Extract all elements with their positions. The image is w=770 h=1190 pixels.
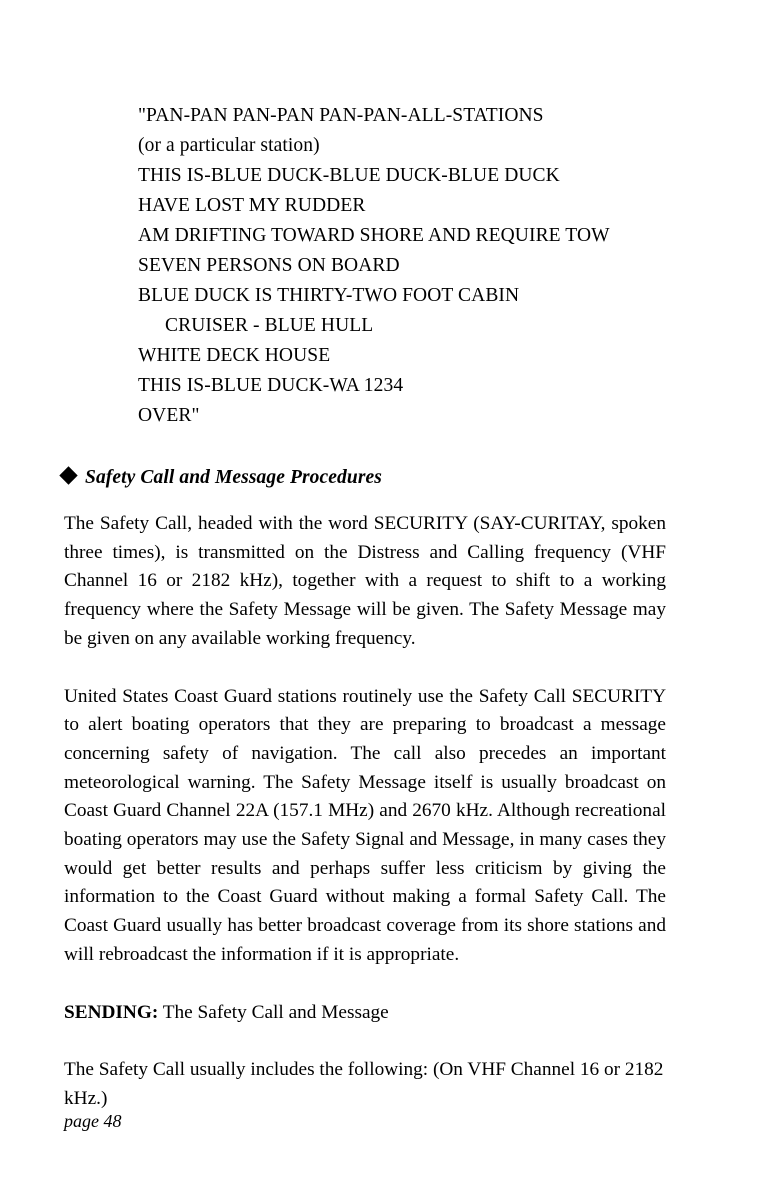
quoted-radio-call-block	[138, 101, 698, 431]
quote-line: AM DRIFTING TOWARD SHORE AND REQUIRE TOW	[138, 225, 610, 246]
quote-line: (or a particular station)	[138, 135, 320, 156]
paragraph-safety-call-definition: The Safety Call, headed with the word SECURITY (SAY-CURITAY, spoken three times), is transmitted on the Distress and Calling frequency (VHF Channel 16 or 2182 kHz), together with a request to shift to a working frequency where the Safety Message will be given. The Safety Message may be given on any available working frequency.	[64, 513, 666, 649]
page-number-footer: page 48	[64, 1111, 122, 1131]
body-text-column	[64, 510, 666, 1114]
quote-line: OVER"	[138, 405, 200, 426]
paragraph-safety-call-includes: The Safety Call usually includes the following: (On VHF Channel 16 or 2182 kHz.)	[64, 1059, 664, 1109]
section-heading-label: Safety Call and Message Procedures	[85, 467, 382, 488]
quote-line: SEVEN PERSONS ON BOARD	[138, 255, 400, 276]
quote-line: HAVE LOST MY RUDDER	[138, 195, 366, 216]
sending-text: The Safety Call and Message	[158, 1001, 389, 1023]
quote-line: THIS IS-BLUE DUCK-WA 1234	[138, 375, 404, 396]
quote-line: CRUISER - BLUE HULL	[165, 315, 374, 336]
quote-line: WHITE DECK HOUSE	[138, 345, 331, 366]
quote-line: BLUE DUCK IS THIRTY-TWO FOOT CABIN	[138, 285, 520, 306]
diamond-icon	[59, 466, 77, 484]
section-heading	[62, 466, 382, 490]
paragraph-sending-subheading	[64, 999, 666, 1028]
quote-line: "PAN-PAN PAN-PAN PAN-PAN-ALL-STATIONS	[138, 105, 544, 126]
quote-line: THIS IS-BLUE DUCK-BLUE DUCK-BLUE DUCK	[138, 165, 560, 186]
paragraph-coast-guard-usage: United States Coast Guard stations routinely use the Safety Call SECURITY to alert boating operators that they are preparing to broadcast a message concerning safety of navigation. The call also precedes an important meteorological warning. The Safety Message itself is usually broadcast on Coast Guard Channel 22A (157.1 MHz) and 2670 kHz. Although recreational boating operators may use the Safety Signal and Message, in many cases they would get better results and perhaps suffer less criticism by giving the information to the Coast Guard without making a formal Safety Call. The Coast Guard usually has better broadcast coverage from its shore stations and will rebroadcast the information if it is appropriate.	[64, 685, 666, 965]
sending-label: SENDING:	[64, 1001, 159, 1023]
